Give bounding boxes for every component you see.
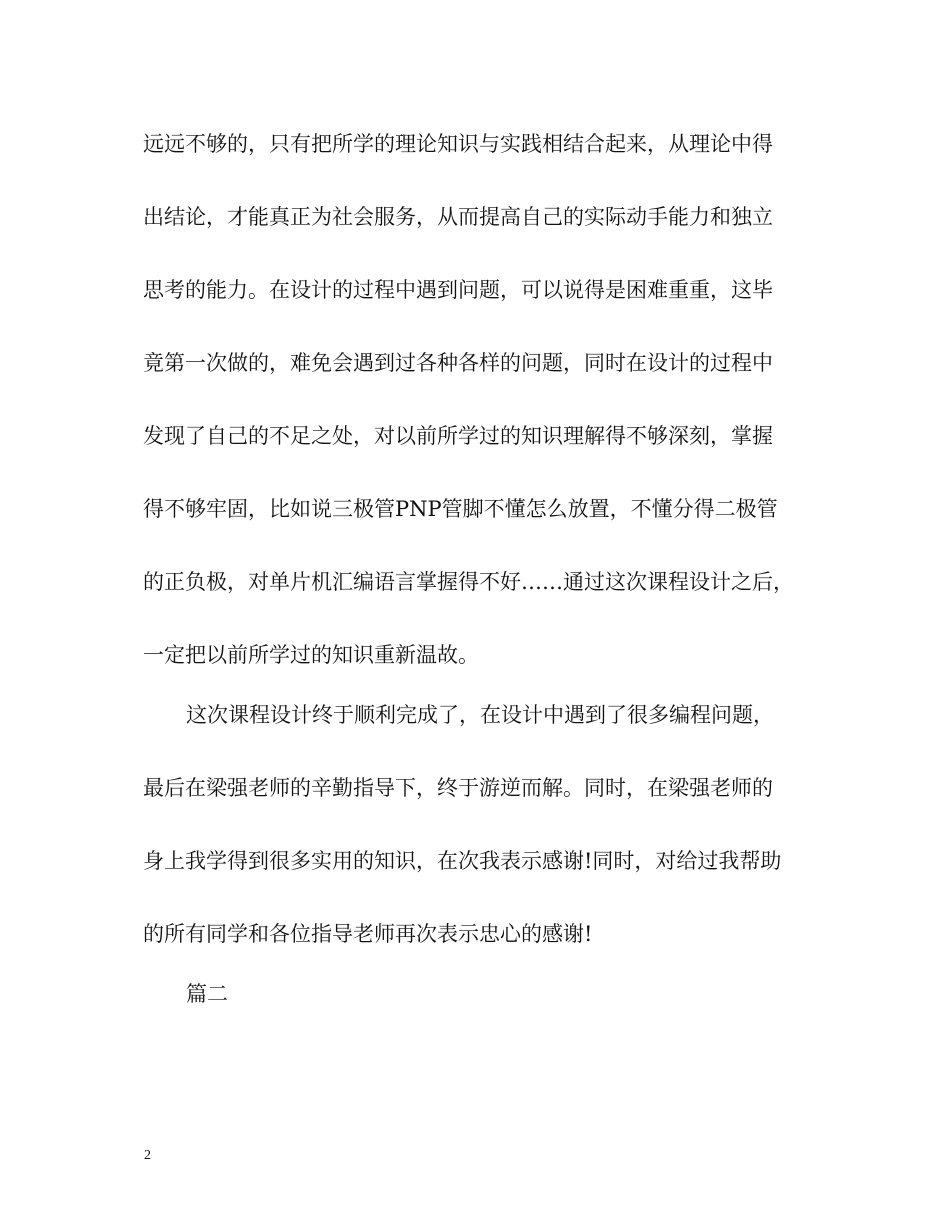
paragraph-line: 竟第一次做的，难免会遇到过各种各样的问题，同时在设计的过程中	[143, 351, 773, 375]
paragraph-line: 这次课程设计终于顺利完成了，在设计中遇到了很多编程问题，	[186, 703, 774, 727]
paragraph-line: 一定把以前所学过的知识重新温故。	[143, 643, 479, 667]
paragraph-line: 身上我学得到很多实用的知识，在次我表示感谢!同时，对给过我帮助	[143, 849, 782, 873]
paragraph-line: 发现了自己的不足之处，对以前所学过的知识理解得不够深刻，掌握	[143, 424, 773, 448]
paragraph-line: 出结论，才能真正为社会服务，从而提高自己的实际动手能力和独立	[143, 205, 773, 229]
page-number: 2	[144, 1148, 151, 1163]
paragraph-line: 最后在梁强老师的辛勤指导下，终于游逆而解。同时，在梁强老师的	[143, 776, 773, 800]
paragraph-line: 的所有同学和各位指导老师再次表示忠心的感谢!	[143, 922, 593, 946]
paragraph-line: 得不够牢固，比如说三极管PNP管脚不懂怎么放置，不懂分得二极管	[143, 497, 778, 521]
paragraph-line: 的正负极，对单片机汇编语言掌握得不好……通过这次课程设计之后，	[143, 570, 794, 594]
paragraph-line: 思考的能力。在设计的过程中遇到问题，可以说得是困难重重，这毕	[143, 278, 773, 302]
paragraph-line: 远远不够的，只有把所学的理论知识与实践相结合起来，从理论中得	[143, 132, 773, 156]
section-heading: 篇二	[186, 982, 228, 1006]
